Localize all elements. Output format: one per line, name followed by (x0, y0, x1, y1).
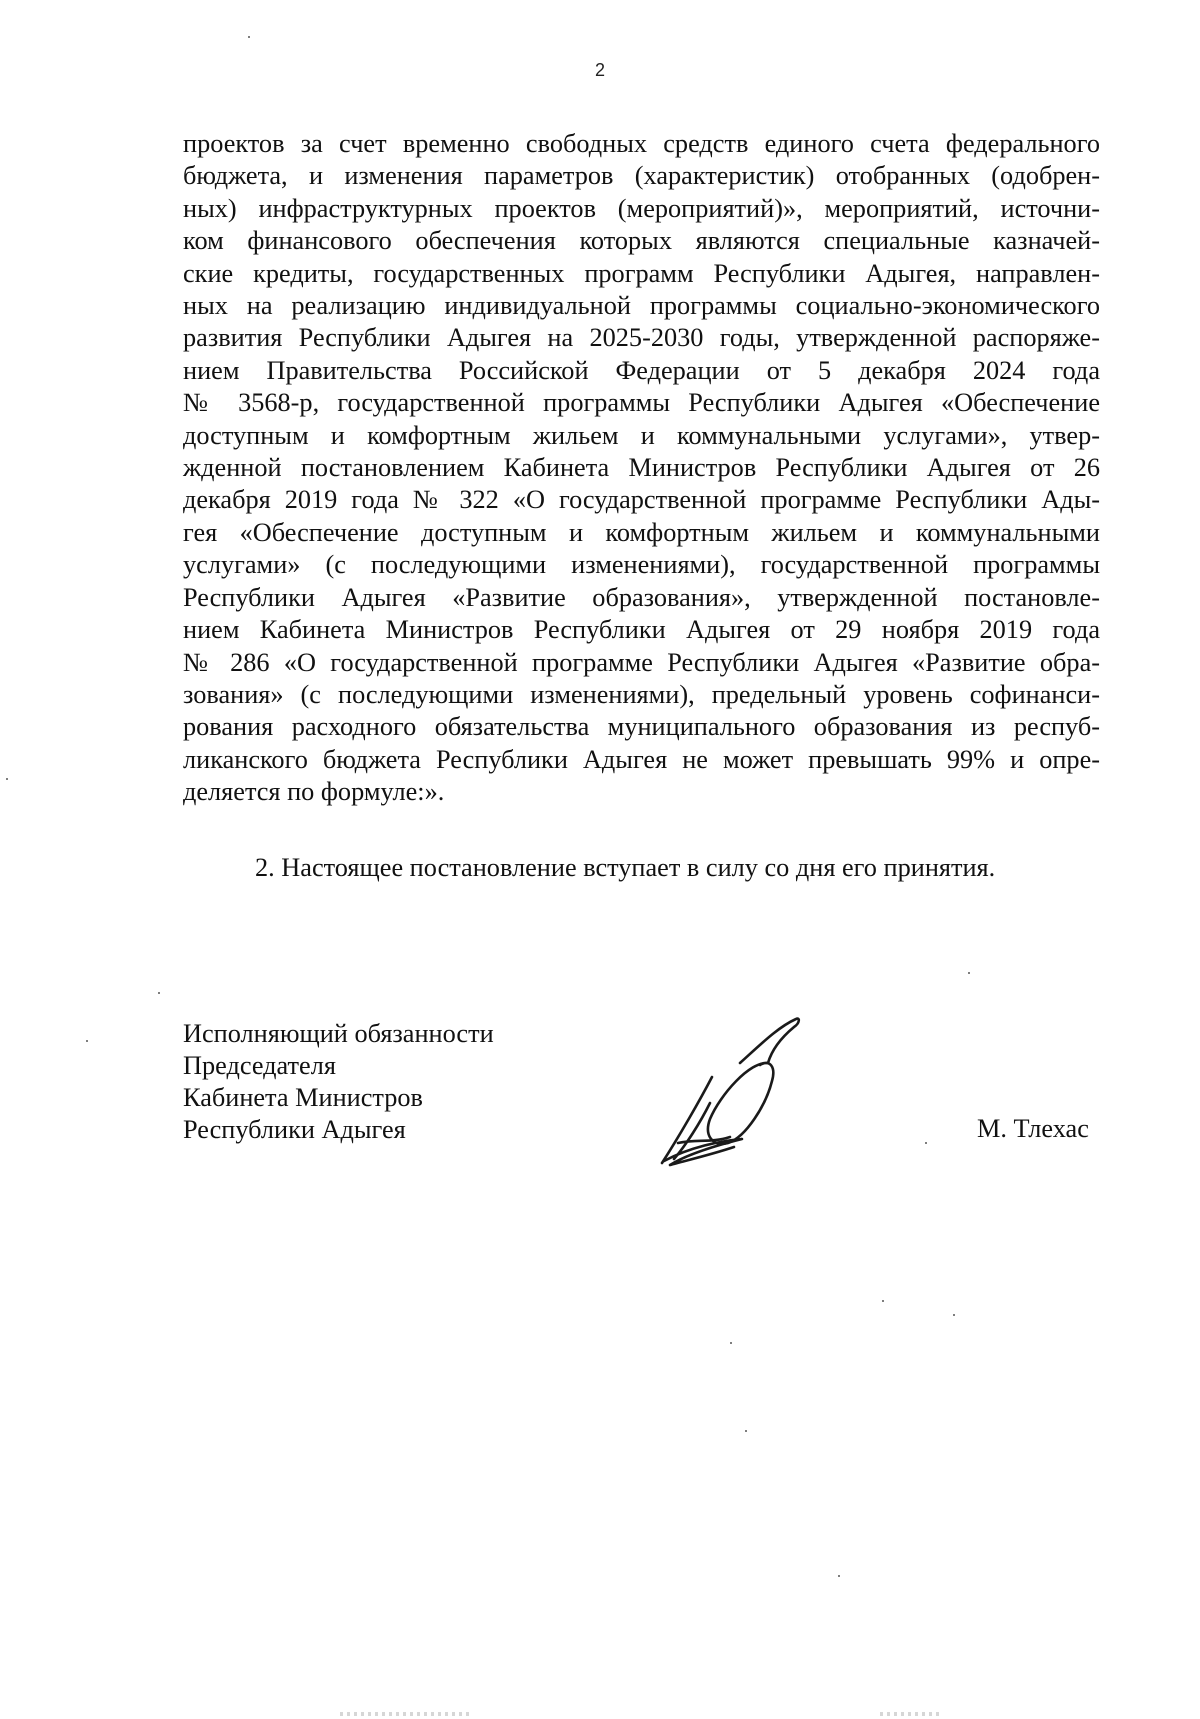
paragraph-line: ком финансового обеспечения которых являются специальные казначей- (183, 226, 1100, 256)
scan-speck (730, 1342, 732, 1344)
scan-speck (158, 992, 160, 994)
signatory-title-line: Кабинета Министров (183, 1083, 423, 1112)
scan-speck (838, 1575, 840, 1577)
paragraph-line: развития Республики Адыгея на 2025-2030 годы, утвержденной распоряже- (183, 323, 1100, 353)
paragraph-line: проектов за счет временно свободных средств единого счета федерального (183, 129, 1100, 158)
scan-edge-smudge (880, 1712, 940, 1716)
paragraph-line: доступным и комфортным жильем и коммунальными услугами», утвер- (183, 420, 1100, 450)
signer-name: М. Тлехас (977, 1114, 1089, 1143)
paragraph-line: рования расходного обязательства муниципального образования из респуб- (183, 712, 1100, 742)
paragraph-line: деляется по формуле:». (183, 777, 445, 807)
paragraph-line: ские кредиты, государственных программ Республики Адыгея, направлен- (183, 258, 1100, 288)
scan-speck (86, 1040, 88, 1042)
paragraph-line: нием Правительства Российской Федерации от 5 декабря 2024 года (183, 355, 1100, 385)
paragraph-line: Республики Адыгея «Развитие образования», утвержденной постановле- (183, 582, 1100, 612)
paragraph-line: № 286 «О государственной программе Республики Адыгея «Развитие обра- (183, 647, 1100, 677)
paragraph-line: ных на реализацию индивидуальной программы социально-экономического (183, 291, 1100, 321)
signatory-title (183, 1018, 494, 1146)
paragraph-line: гея «Обеспечение доступным и комфортным жильем и коммунальными (183, 517, 1100, 547)
scan-edge-smudge (340, 1712, 470, 1716)
page-number: 2 (594, 60, 605, 80)
paragraph-line: услугами» (с последующими изменениями), государственной программы (183, 550, 1100, 580)
signatory-title-line: Председателя (183, 1051, 336, 1080)
paragraph-line: жденной постановлением Кабинета Министров Республики Адыгея от 26 (183, 453, 1100, 483)
scan-speck (968, 972, 970, 974)
paragraph-line: декабря 2019 года № 322 «О государственной программе Республики Ады- (183, 485, 1100, 515)
scan-speck (745, 1430, 747, 1432)
signatory-title-line: Республики Адыгея (183, 1115, 406, 1144)
scan-speck (882, 1300, 884, 1302)
signatory-title-line: Исполняющий обязанности (183, 1019, 494, 1048)
handwritten-signature (650, 1015, 820, 1175)
clause-2: 2. Настоящее постановление вступает в силу со дня его принятия. (255, 853, 996, 882)
paragraph-line: ных) инфраструктурных проектов (мероприятий)», мероприятий, источни- (183, 193, 1100, 223)
scan-speck (953, 1314, 955, 1316)
paragraph-line: бюджета, и изменения параметров (характеристик) отобранных (одобрен- (183, 161, 1100, 191)
paragraph-line: нием Кабинета Министров Республики Адыгея от 29 ноября 2019 года (183, 615, 1100, 645)
paragraph-line: зования» (с последующими изменениями), предельный уровень софинанси- (183, 679, 1100, 709)
paragraph-line: № 3568-р, государственной программы Республики Адыгея «Обеспечение (183, 388, 1100, 418)
scan-speck (6, 778, 8, 780)
scan-speck (248, 36, 250, 38)
paragraph-line: ликанского бюджета Республики Адыгея не может превышать 99% и опре- (183, 744, 1100, 774)
body-paragraph (183, 128, 1100, 809)
scan-speck (925, 1142, 927, 1144)
